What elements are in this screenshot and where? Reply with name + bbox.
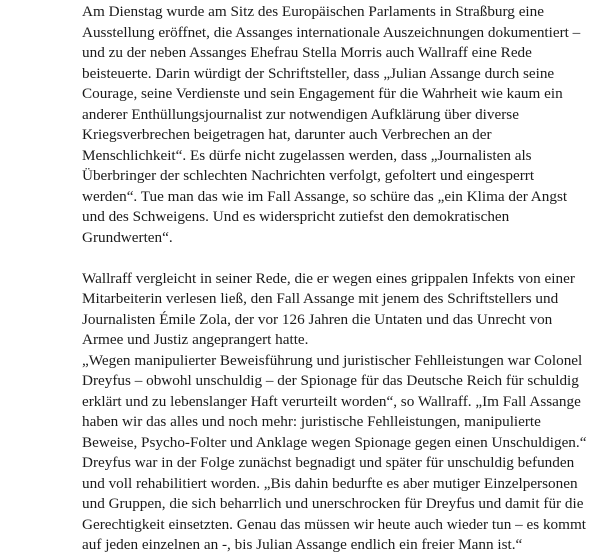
article-body <box>82 2 587 556</box>
article-paragraph-3: „Wegen manipulierter Beweisführung und juristischer Fehlleistungen war Colonel Dreyfus – obwohl unschuldig – der Spionage für das Deutsche Reich für schuldig erklärt und zu lebenslanger Haft verurteilt worden“, so Wallraff. „Im Fall Assange haben wir das alles und noch mehr: juristische Fehlleistungen, manipulierte Beweise, Psycho-Folter und Anklage wegen Spionage gegen einen Unschuldigen.“ Dreyfus war in der Folge zunächst begnadigt und später für unschuldig befunden und voll rehabilitiert worden. „Bis dahin bedurfte es aber mutiger Einzelpersonen und Gruppen, die sich beharrlich und unerschrocken für Dreyfus und damit für die Gerechtigkeit einsetzten. Genau das müssen wir heute auch wieder tun – es kommt auf jeden einzelnen an -, bis Julian Assange endlich ein freier Mann ist.“ <box>82 351 587 553</box>
article-paragraph-2: Wallraff vergleicht in seiner Rede, die er wegen eines grippalen Infekts von einer Mitarbeiterin verlesen ließ, den Fall Assange mit jenem des Schriftstellers und Journalisten Émile Zola, der vor 126 Jahren die Untaten und das Unrecht von Armee und Justiz angeprangert hatte. <box>82 269 575 348</box>
paragraph-spacer <box>82 248 587 269</box>
article-paragraph-1: Am Dienstag wurde am Sitz des Europäischen Parlaments in Straßburg eine Ausstellung eröffnet, die Assanges internationale Auszeichnungen dokumentiert – und zu der neben Assanges Ehefrau Stella Morris auch Wallraff eine Rede beisteuerte. Darin würdigt der Schriftsteller, dass „Julian Assange durch seine Courage, seine Verdienste und sein Engagement für die Wahrheit wie kaum ein anderer Enthüllungsjournalist zur notwendigen Aufklärung über diverse Kriegsverbrechen beigetragen hat, darunter auch Verbrechen an der Menschlichkeit“. Es dürfe nicht zugelassen werden, dass „Journalisten als Überbringer der schlechten Nachrichten verfolgt, gefoltert und eingesperrt werden“. Tue man das wie im Fall Assange, so schüre das „ein Klima der Angst und des Schweigens. Und es widerspricht zutiefst den demokratischen Grundwerten“. <box>82 3 581 246</box>
